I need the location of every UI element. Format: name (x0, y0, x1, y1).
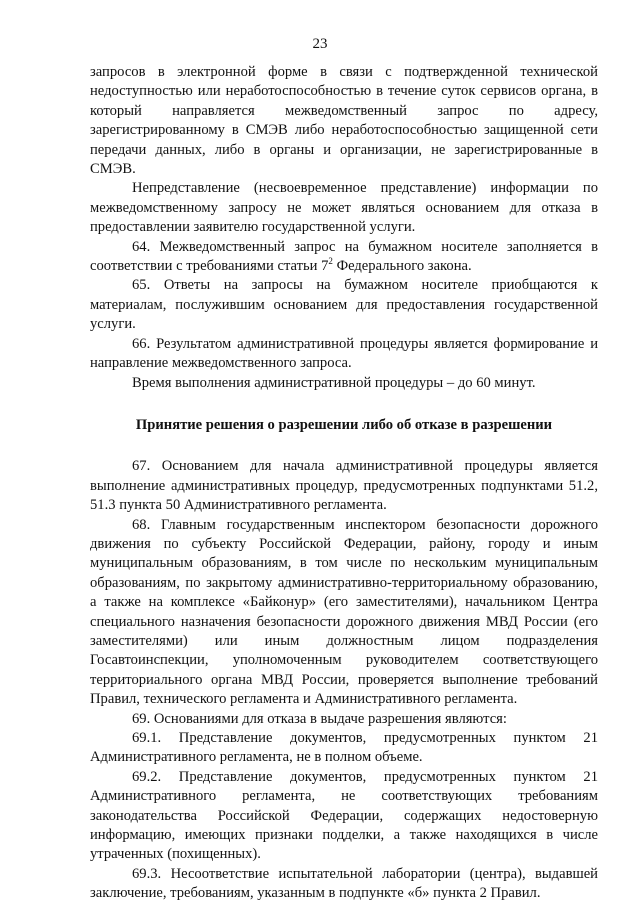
paragraph-68: 68. Главным государственным инспектором безопасности дорожного движения по субъекту Российской Федерации, району, городу и иным муниципальным образованиям, в том числе по нескольким муниципальным образованиям, по закрытому административно-территориальному образованию, а также на комплексе «Байконур» (его заместителями), начальником Центра специального назначения безопасности дорожного движения МВД России (его заместителями) или иным должностным лицом подразделения Госавтоинспекции, уполномоченным руководителем соответствующего территориального органа МВД России, проверяется выполнение требований Правил, технического регламента и Административного регламента. (90, 516, 598, 708)
page-number: 23 (312, 36, 328, 52)
paragraph-69-1: 69.1. Представление документов, предусмотренных пунктом 21 Административного регламента, не в полном объеме. (90, 730, 598, 766)
paragraph-66: 66. Результатом административной процедуры является формирование и направление межведомственного запроса. (90, 335, 598, 372)
paragraph-continuation: запросов в электронной форме в связи с подтвержденной технической недоступностью или неработоспособностью в течение суток сервисов органа, в который направляется межведомственный запрос по адресу, зарегистрированному в СМЭВ либо неработоспособностью защищенной сети передачи данных, либо в органы и организации, не зарегистрированные в СМЭВ. (90, 64, 598, 178)
paragraph-67: 67. Основанием для начала административной процедуры является выполнение административных процедур, предусмотренных подпунктами 51.2, 51.3 пункта 50 Административного регламента. (90, 458, 598, 514)
paragraph-64-tail: Федерального закона. (332, 258, 472, 275)
paragraph: Непредставление (несвоевременное представление) информации по межведомственному запросу не может являться основанием для отказа в предоставлении заявителю государственной услуги. (90, 180, 598, 236)
paragraph-64-text: 64. Межведомственный запрос на бумажном носителе заполняется в соответствии с требованиями статьи 7 (90, 238, 598, 275)
paragraph-69-2: 69.2. Представление документов, предусмотренных пунктом 21 Административного регламента, не соответствующих требованиям законодательства Российской Федерации, содержащих недостоверную информацию, имеющих признаки подделки, а также находящихся в числе утраченных (похищенных). (90, 768, 598, 863)
paragraph-time: Время выполнения административной процедуры – до 60 минут. (132, 374, 536, 391)
superscript: 2 (328, 256, 333, 267)
paragraph-65: 65. Ответы на запросы на бумажном носителе приобщаются к материалам, послужившим основанием для предоставления государственной услуги. (90, 277, 598, 333)
paragraph-69-3: 69.3. Несоответствие испытательной лаборатории (центра), выдавшей заключение, требованиям, указанным в подпункте «б» пункта 2 Правил. (90, 865, 598, 902)
document-body (90, 63, 598, 904)
section-heading: Принятие решения о разрешении либо об отказе в разрешении (135, 416, 553, 433)
paragraph-64 (90, 238, 598, 277)
paragraph-69: 69. Основаниями для отказа в выдаче разрешения являются: (132, 710, 507, 727)
